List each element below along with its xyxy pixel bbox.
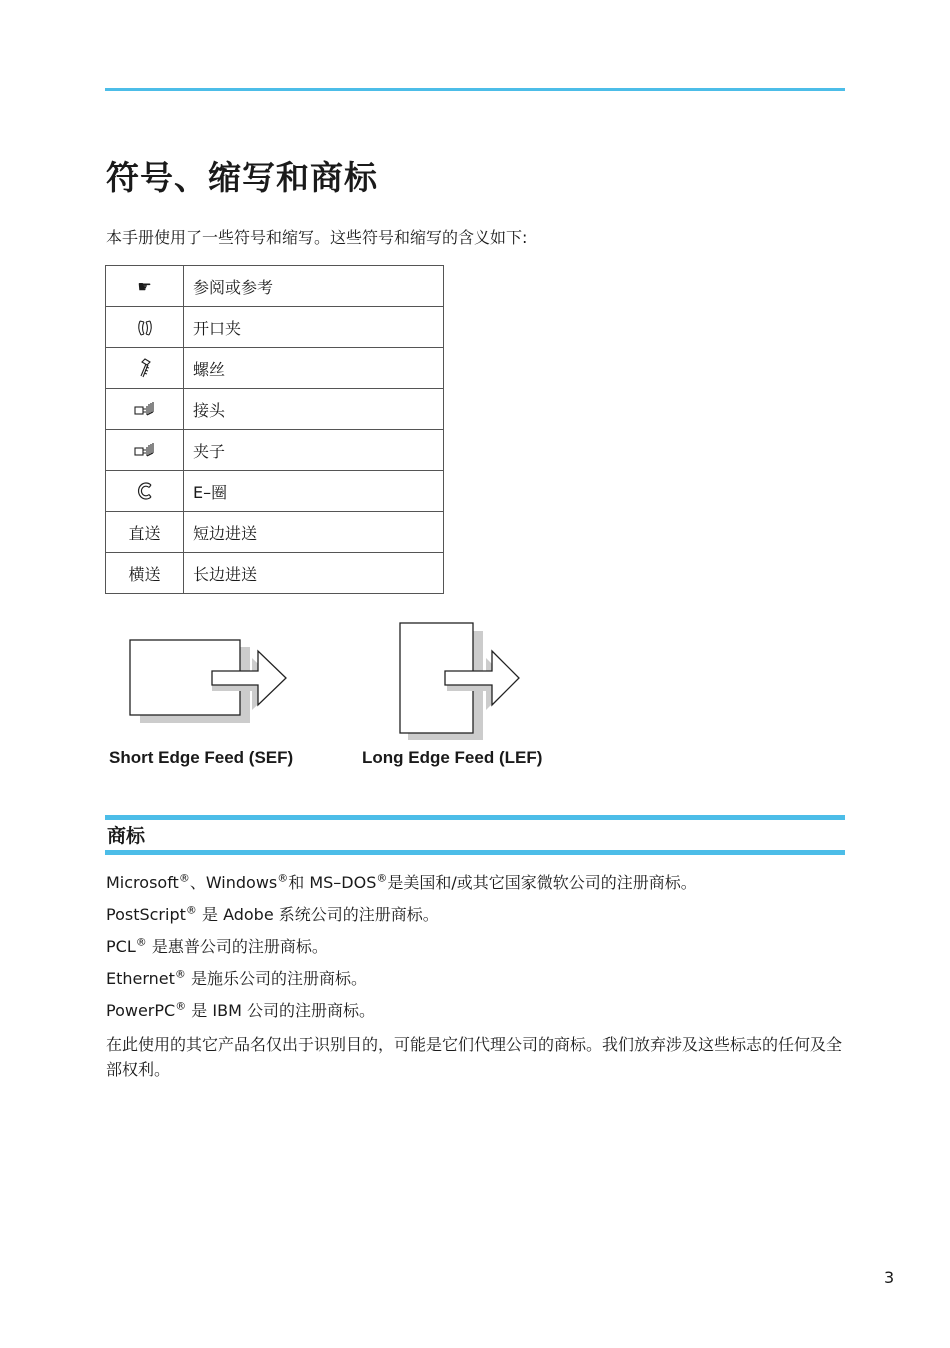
text-run: Ethernet (106, 969, 175, 988)
symbol-desc: 开口夹 (184, 307, 444, 348)
text-run: PostScript (106, 905, 186, 924)
symbol-abbrev: 直送 (106, 512, 184, 553)
section-rule-bottom (105, 850, 845, 855)
table-row (106, 512, 444, 553)
lef-illustration (400, 623, 519, 740)
pointing-hand-icon: ☛ (137, 277, 152, 296)
trademark-line (106, 904, 851, 925)
e-ring-icon (136, 481, 154, 501)
text-run: 是 IBM 公司的注册商标。 (186, 1001, 375, 1020)
symbol-abbrev: 横送 (106, 553, 184, 594)
trademark-list (106, 872, 851, 1093)
registered-mark: ® (174, 967, 186, 981)
table-row (106, 389, 444, 430)
table-row (106, 430, 444, 471)
symbol-cell (106, 266, 184, 307)
table-row (106, 471, 444, 512)
intro-text: 本手册使用了一些符号和缩写。这些符号和缩写的含义如下: (106, 228, 528, 247)
section-title: 商标 (107, 825, 146, 847)
text-run: PowerPC (106, 1001, 176, 1020)
trademark-disclaimer: 在此使用的其它产品名仅出于识别目的，可能是它们代理公司的商标。我们放弃涉及这些标志的任何及全部权利。 (106, 1035, 843, 1079)
text-run: 是 Adobe 系统公司的注册商标。 (196, 905, 439, 924)
text-run: PCL (106, 937, 136, 956)
feed-diagram (100, 615, 560, 740)
symbol-cell (106, 430, 184, 471)
symbol-cell (106, 471, 184, 512)
split-clip-icon (136, 319, 154, 337)
screw-icon (137, 358, 153, 378)
text-run: Microsoft (106, 873, 179, 892)
text-run: 是施乐公司的注册商标。 (185, 969, 368, 988)
registered-mark: ® (178, 871, 190, 885)
symbol-desc: 螺丝 (184, 348, 444, 389)
registered-mark: ® (175, 999, 187, 1013)
registered-mark: ® (376, 871, 388, 885)
trademarks-section-header (105, 815, 845, 855)
table-row (106, 266, 444, 307)
registered-mark: ® (277, 871, 289, 885)
symbol-desc: 长边进送 (184, 553, 444, 594)
text-run: 是惠普公司的注册商标。 (146, 937, 328, 956)
sef-label: Short Edge Feed (SEF) (109, 748, 294, 767)
registered-mark: ® (135, 935, 147, 949)
trademark-line (106, 968, 851, 989)
clamp-icon (134, 442, 156, 460)
top-rule (105, 88, 845, 91)
sef-illustration (130, 640, 286, 723)
section-rule-top (105, 815, 845, 820)
symbol-desc: 短边进送 (184, 512, 444, 553)
symbol-desc: 接头 (184, 389, 444, 430)
trademark-line (106, 936, 851, 957)
trademark-line (106, 872, 851, 893)
connector-icon (134, 401, 156, 419)
lef-label: Long Edge Feed (LEF) (362, 748, 543, 767)
symbol-cell (106, 307, 184, 348)
registered-mark: ® (185, 903, 197, 917)
symbol-cell (106, 389, 184, 430)
table-row (106, 307, 444, 348)
symbol-desc: 夹子 (184, 430, 444, 471)
text-run: 是美国和/或其它国家微软公司的注册商标。 (387, 873, 697, 892)
symbol-desc: E–圈 (184, 471, 444, 512)
table-row (106, 553, 444, 594)
table-row (106, 348, 444, 389)
text-run: 、Windows (189, 873, 278, 892)
text-run: 和 MS–DOS (288, 873, 377, 892)
trademark-line (106, 1000, 851, 1021)
symbols-table (105, 265, 444, 594)
page-number: 3 (884, 1268, 895, 1287)
symbol-desc: 参阅或参考 (184, 266, 444, 307)
page-title: 符号、缩写和商标 (106, 158, 378, 197)
symbol-cell (106, 348, 184, 389)
